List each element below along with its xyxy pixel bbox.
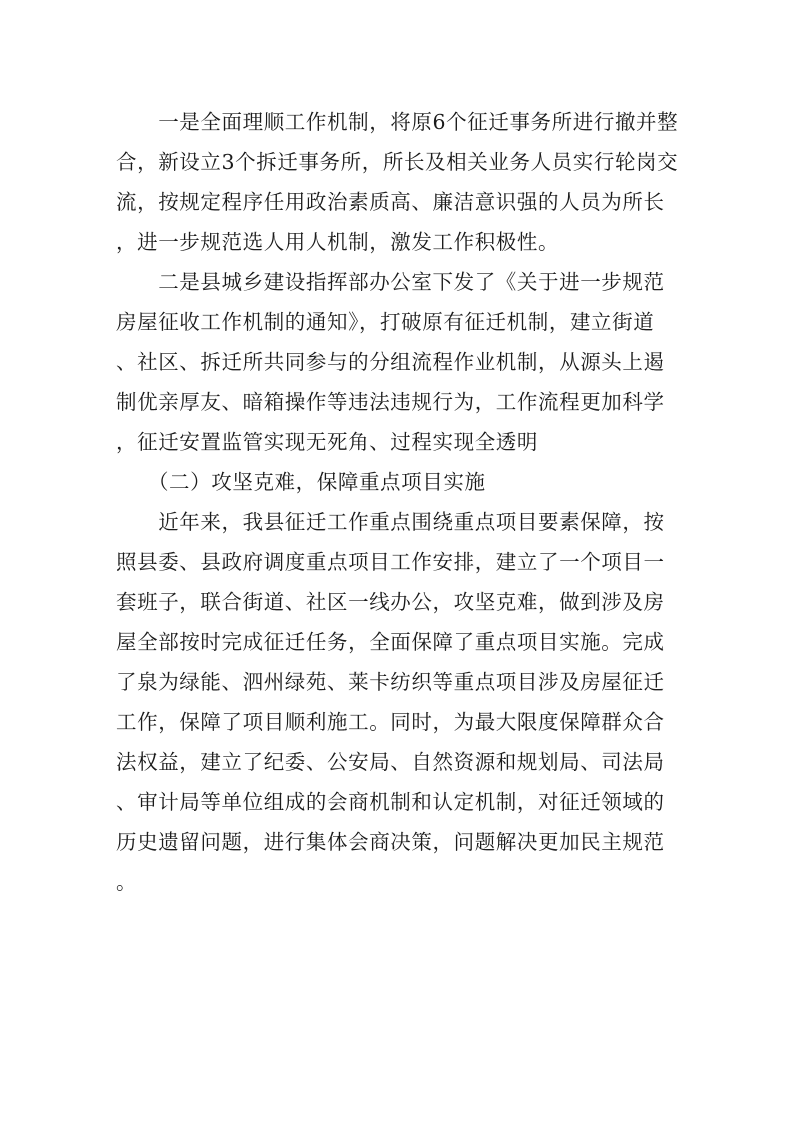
paragraph-3-line-9: 历史遗留问题，进行集体会商决策，问题解决更加民主规范: [116, 830, 665, 854]
paragraph-1-line-2: 合，新设立3个拆迁事务所，所长及相关业务人员实行轮岗交: [116, 150, 679, 174]
paragraph-2-line-1: 二是县城乡建设指挥部办公室下发了《关于进一步规范: [116, 270, 665, 294]
paragraph-1-line-1: 一是全面理顺工作机制，将原6个征迁事务所进行撤并整: [116, 110, 679, 134]
paragraph-3-line-8: 、审计局等单位组成的会商机制和认定机制，对征迁领域的: [116, 790, 665, 814]
paragraph-2-line-4: 制优亲厚友、暗箱操作等违法违规行为，工作流程更加科学: [116, 390, 665, 414]
paragraph-3-line-4: 屋全部按时完成征迁任务，全面保障了重点项目实施。完成: [116, 630, 665, 654]
paragraph-2-line-5: ，征迁安置监管实现无死角、过程实现全透明: [116, 430, 538, 454]
paragraph-2-line-2: 房屋征收工作机制的通知》，打破原有征迁机制，建立街道: [116, 310, 655, 334]
paragraph-3-line-2: 照县委、县政府调度重点项目工作安排，建立了一个项目一: [116, 550, 665, 574]
paragraph-3-line-6: 工作，保障了项目顺利施工。同时，为最大限度保障群众合: [116, 710, 665, 734]
paragraph-3-line-7: 法权益，建立了纪委、公安局、自然资源和规划局、司法局: [116, 750, 665, 774]
paragraph-3-line-5: 了泉为绿能、泗州绿苑、莱卡纺织等重点项目涉及房屋征迁: [116, 670, 665, 694]
paragraph-2-line-3: 、社区、拆迁所共同参与的分组流程作业机制，从源头上遏: [116, 350, 665, 374]
paragraph-1-line-4: ，进一步规范选人用人机制，激发工作积极性。: [116, 230, 560, 254]
paragraph-1-line-3: 流，按规定程序任用政治素质高、廉洁意识强的人员为所长: [116, 190, 665, 214]
paragraph-3-line-1: 近年来，我县征迁工作重点围绕重点项目要素保障，按: [116, 510, 665, 534]
paragraph-3-line-10: 。: [116, 870, 138, 894]
paragraph-3-line-3: 套班子，联合街道、社区一线办公，攻坚克难，做到涉及房: [116, 590, 665, 614]
section-heading: （二）攻坚克难，保障重点项目实施: [116, 470, 486, 494]
